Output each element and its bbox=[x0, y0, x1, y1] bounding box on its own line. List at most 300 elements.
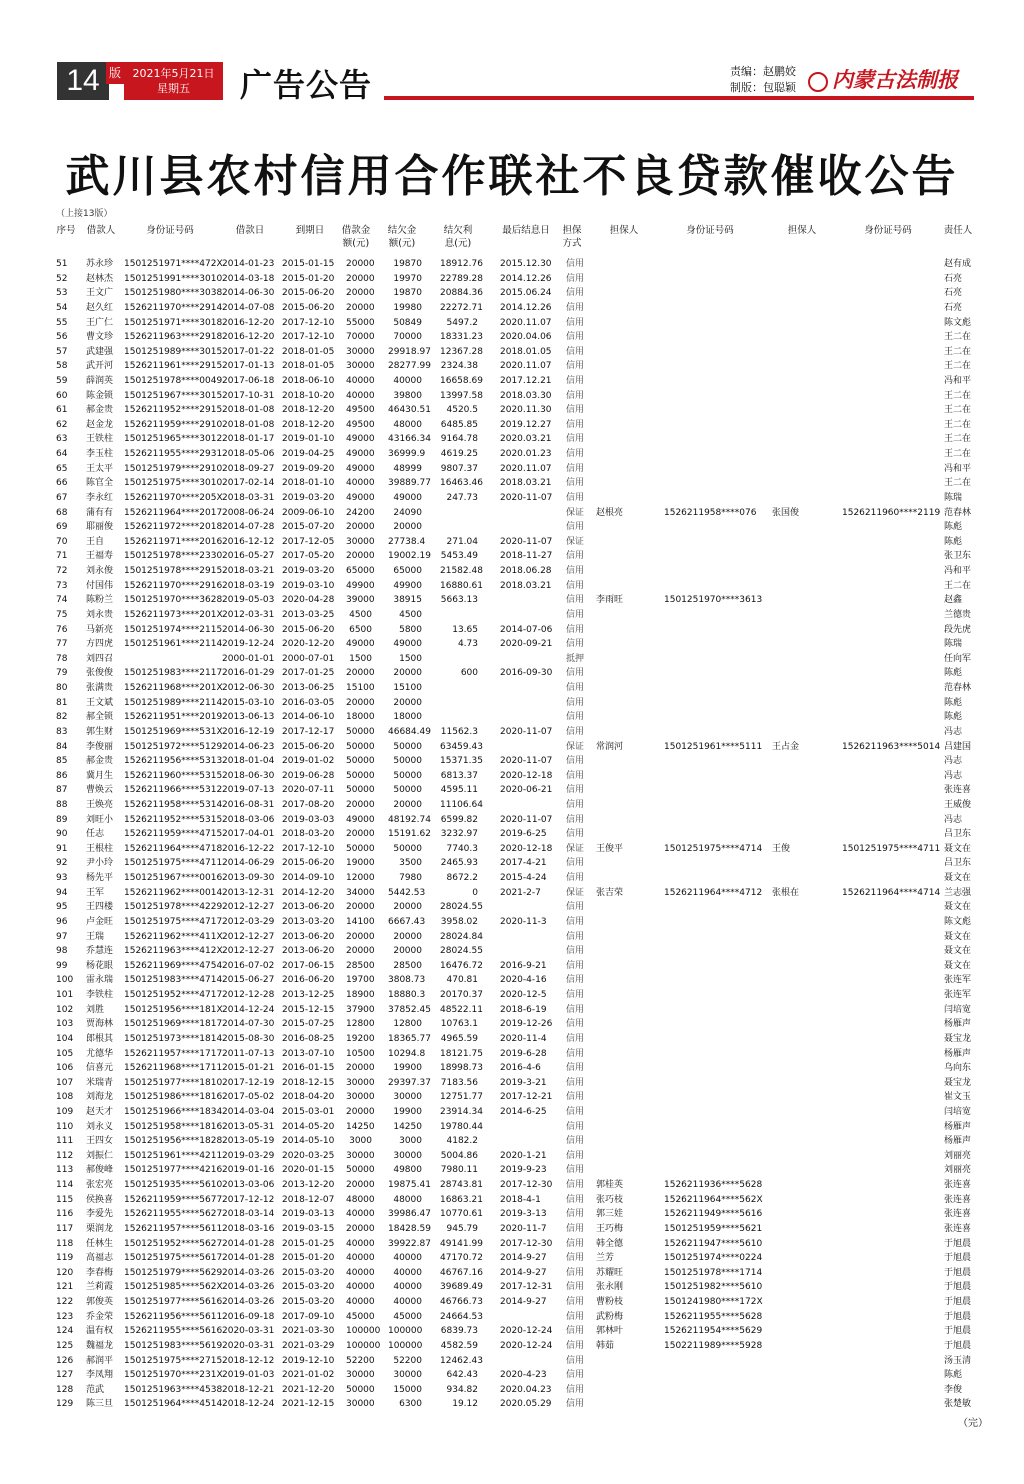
table-cell: 4182.2 bbox=[446, 1136, 478, 1147]
table-cell: 郝全锁 bbox=[86, 712, 114, 723]
table-cell: 51 bbox=[56, 259, 68, 269]
table-cell: 2018-12-21 bbox=[222, 1384, 275, 1395]
date-text: 2021年5月21日 bbox=[132, 67, 215, 80]
table-cell: 武粉梅 bbox=[596, 1311, 624, 1322]
table-cell: 2019-3-21 bbox=[500, 1077, 547, 1088]
table-cell: 陈彪 bbox=[944, 668, 963, 679]
table-cell: 陈彪 bbox=[944, 522, 963, 533]
table-cell: 30000 bbox=[393, 1370, 422, 1381]
table-cell: 20000 bbox=[346, 551, 375, 562]
table-cell: 薛润英 bbox=[86, 376, 114, 386]
table-row bbox=[0, 1368, 1024, 1383]
table-cell: 信用 bbox=[566, 419, 585, 430]
table-cell: 1501251935****5610 bbox=[124, 1180, 223, 1191]
table-cell: 1526211951****2019 bbox=[124, 712, 223, 723]
table-cell: 20000 bbox=[346, 259, 375, 269]
table-cell: 2013-06-20 bbox=[282, 946, 335, 957]
table-cell: 4965.59 bbox=[440, 1033, 478, 1044]
table-cell: 20000 bbox=[346, 902, 375, 913]
table-cell: 2019-06-28 bbox=[282, 770, 335, 781]
table-cell: 61 bbox=[56, 405, 68, 416]
table-cell: 聂文在 bbox=[944, 960, 972, 971]
table-cell: 19900 bbox=[393, 1107, 422, 1117]
table-cell: 30000 bbox=[346, 346, 375, 357]
table-cell: 67 bbox=[56, 492, 68, 503]
table-cell: 张俊俊 bbox=[86, 668, 114, 679]
table-cell: 5663.13 bbox=[440, 595, 478, 606]
table-cell: 20000 bbox=[346, 931, 375, 942]
table-cell: 81 bbox=[56, 697, 68, 708]
table-cell: 13997.58 bbox=[440, 390, 483, 401]
table-cell: 11106.64 bbox=[440, 799, 483, 810]
table-cell: 2018-01-05 bbox=[282, 346, 335, 357]
table-cell: 75 bbox=[56, 609, 68, 620]
table-cell: 2019-01-03 bbox=[222, 1370, 275, 1381]
table-cell: 49800 bbox=[393, 1165, 422, 1176]
logo-mark-icon bbox=[808, 72, 828, 92]
col-header: 担保人 bbox=[787, 225, 817, 236]
table-cell: 信用 bbox=[566, 1121, 585, 1132]
table-row bbox=[0, 506, 1024, 521]
table-cell: 2019-03-20 bbox=[282, 566, 335, 576]
table-cell: 470.81 bbox=[446, 975, 478, 986]
table-cell: 1500 bbox=[399, 653, 422, 664]
table-cell: 91 bbox=[56, 843, 68, 854]
table-cell: 2017-12-21 bbox=[500, 1092, 553, 1103]
table-row bbox=[0, 257, 1024, 272]
table-cell: 30000 bbox=[346, 1092, 375, 1103]
table-cell: 2013-06-20 bbox=[282, 902, 335, 913]
table-cell: 王二在 bbox=[944, 361, 972, 372]
table-cell: 2014-05-20 bbox=[282, 1121, 335, 1132]
table-row bbox=[0, 1266, 1024, 1281]
table-cell: 2020.05.29 bbox=[500, 1399, 552, 1410]
table-cell: 1526211947****5610 bbox=[664, 1238, 763, 1249]
table-cell: 48000 bbox=[346, 1194, 375, 1205]
table-cell: 于旭晨 bbox=[944, 1326, 972, 1337]
table-cell: 46684.49 bbox=[388, 726, 431, 737]
table-cell: 杨雁声 bbox=[944, 1048, 972, 1059]
table-cell: 934.82 bbox=[446, 1384, 478, 1395]
layout-name: 制版：包聪颖 bbox=[730, 81, 796, 94]
notice-title: 武川县农村信用合作联社不良贷款催收公告 bbox=[65, 151, 959, 202]
table-cell: 陈文彪 bbox=[944, 317, 972, 328]
table-cell: 52 bbox=[56, 273, 68, 284]
table-cell: 聂宝龙 bbox=[944, 1033, 972, 1044]
table-cell: 信用 bbox=[566, 1253, 585, 1264]
table-cell: 信用 bbox=[566, 1355, 585, 1366]
table-cell: 2015-12-15 bbox=[282, 1004, 335, 1015]
table-cell: 吕卫东 bbox=[944, 858, 972, 869]
table-cell: 48192.74 bbox=[388, 814, 431, 825]
table-cell: 王瑞 bbox=[86, 931, 105, 942]
table-cell: 74 bbox=[56, 595, 68, 606]
table-cell: 信用 bbox=[566, 1136, 585, 1147]
table-cell: 2000-01-01 bbox=[222, 653, 275, 664]
table-cell: 1526211936****5628 bbox=[664, 1180, 763, 1191]
table-cell: 12367.28 bbox=[440, 346, 483, 357]
table-cell: 兰芳 bbox=[596, 1253, 615, 1264]
table-cell: 郭桂英 bbox=[596, 1180, 624, 1191]
table-cell: 20000 bbox=[346, 799, 375, 810]
table-cell: 刘旺小 bbox=[86, 814, 114, 825]
table-cell: 聂宝龙 bbox=[944, 1077, 972, 1088]
table-cell: 2020-11-7 bbox=[500, 1223, 547, 1234]
table-cell: 1501251975****4711 bbox=[842, 843, 941, 854]
table-cell: 28024.55 bbox=[440, 946, 483, 957]
table-row bbox=[0, 1280, 1024, 1295]
table-row bbox=[0, 389, 1024, 404]
table-cell: 30000 bbox=[393, 1150, 422, 1161]
table-cell: 20000 bbox=[346, 1063, 375, 1074]
table-cell: 闫培宽 bbox=[944, 1107, 972, 1117]
table-cell: 83 bbox=[56, 726, 68, 737]
table-row bbox=[0, 608, 1024, 623]
table-cell: 84 bbox=[56, 741, 68, 752]
table-cell: 2021-01-02 bbox=[282, 1370, 335, 1381]
table-cell: 2018-09-27 bbox=[222, 463, 275, 474]
table-cell: 1501251985****562X bbox=[124, 1282, 223, 1293]
table-cell: 24664.53 bbox=[440, 1311, 483, 1322]
table-cell: 李凤翔 bbox=[86, 1370, 114, 1381]
table-cell: 信用 bbox=[566, 770, 585, 781]
col-header: 责任人 bbox=[943, 225, 973, 236]
table-cell: 40000 bbox=[393, 1267, 422, 1278]
table-cell: 5442.53 bbox=[388, 887, 426, 898]
table-row bbox=[0, 666, 1024, 681]
table-cell: 2015-06-20 bbox=[282, 624, 335, 635]
table-cell: 19780.44 bbox=[440, 1121, 483, 1132]
table-cell: 王文斌 bbox=[86, 697, 114, 708]
table-cell: 王占金 bbox=[772, 741, 800, 752]
table-cell: 高福志 bbox=[86, 1253, 114, 1264]
table-cell: 1501251979****5629 bbox=[124, 1267, 223, 1278]
table-cell: 40000 bbox=[346, 1253, 375, 1264]
table-cell: 陈文彪 bbox=[944, 916, 972, 927]
table-cell: 2019-6-28 bbox=[500, 1048, 547, 1059]
table-cell: 兰莉霞 bbox=[86, 1282, 114, 1293]
table-cell: 1526211956****5313 bbox=[124, 756, 223, 767]
col-header: 序号 bbox=[56, 225, 76, 236]
table-cell: 2017-12-12 bbox=[222, 1194, 275, 1205]
table-row bbox=[0, 798, 1024, 813]
table-cell: 21582.48 bbox=[440, 566, 483, 576]
table-cell: 信用 bbox=[566, 551, 585, 562]
table-cell: 信用 bbox=[566, 1282, 585, 1293]
table-cell: 抵押 bbox=[566, 653, 585, 664]
table-cell: 2016-06-20 bbox=[282, 975, 335, 986]
table-cell: 3958.02 bbox=[440, 916, 478, 927]
table-cell: 张宏亮 bbox=[86, 1180, 114, 1191]
table-cell: 2019-03-15 bbox=[282, 1223, 335, 1234]
table-cell: 65000 bbox=[346, 566, 375, 576]
table-cell: 120 bbox=[56, 1267, 74, 1278]
table-cell: 19870 bbox=[393, 288, 422, 299]
table-row bbox=[0, 579, 1024, 594]
table-cell: 73 bbox=[56, 580, 68, 591]
table-cell: 50000 bbox=[346, 741, 375, 752]
table-cell: 40000 bbox=[393, 1297, 422, 1307]
table-cell: 张国俊 bbox=[772, 507, 800, 518]
table-cell: 付国伟 bbox=[86, 580, 114, 591]
table-cell: 李永红 bbox=[86, 492, 114, 503]
table-cell: 1501251975****4714 bbox=[664, 843, 763, 854]
table-cell: 信用 bbox=[566, 478, 585, 489]
table-cell: 24200 bbox=[346, 507, 375, 518]
table-row bbox=[0, 1339, 1024, 1354]
table-cell: 2014-07-08 bbox=[222, 302, 275, 313]
table-cell: 118 bbox=[56, 1238, 74, 1249]
table-cell: 赵久红 bbox=[86, 302, 114, 313]
table-cell: 1526211962****0014 bbox=[124, 887, 223, 898]
continued-note: （上接13版） bbox=[56, 209, 113, 219]
table-cell: 蒲有有 bbox=[86, 507, 114, 518]
table-cell: 2017-01-22 bbox=[222, 346, 275, 357]
table-cell: 2019-05-03 bbox=[222, 595, 275, 606]
table-cell: 郭俊英 bbox=[86, 1297, 114, 1307]
table-cell: 石亮 bbox=[944, 288, 963, 299]
table-cell: 4.73 bbox=[457, 639, 478, 650]
table-cell: 6667.43 bbox=[388, 916, 426, 927]
table-cell: 6599.82 bbox=[440, 814, 478, 825]
table-cell: 信用 bbox=[566, 1063, 585, 1074]
table-cell: 20000 bbox=[393, 902, 422, 913]
weekday-text: 星期五 bbox=[157, 82, 190, 95]
table-cell: 49000 bbox=[346, 463, 375, 474]
table-cell: 2020.11.07 bbox=[500, 317, 552, 328]
table-cell: 1501251959****5621 bbox=[664, 1223, 763, 1234]
table-cell: 1526211970****2914 bbox=[124, 302, 223, 313]
table-cell: 2019-03-13 bbox=[282, 1209, 335, 1220]
table-cell: 64 bbox=[56, 449, 68, 460]
table-cell: 18880.3 bbox=[388, 990, 426, 1000]
table-cell: 陈彪 bbox=[944, 712, 963, 723]
table-cell: 2465.93 bbox=[440, 858, 478, 869]
table-cell: 1501251977****5616 bbox=[124, 1297, 223, 1307]
table-cell: 72 bbox=[56, 566, 68, 576]
table-cell: 信用 bbox=[566, 668, 585, 679]
table-cell: 18900 bbox=[346, 990, 375, 1000]
table-cell: 2019-01-16 bbox=[222, 1165, 275, 1176]
table-cell: 2019-03-10 bbox=[282, 580, 335, 591]
table-cell: 1526211958****5314 bbox=[124, 799, 223, 810]
table-cell: 信用 bbox=[566, 960, 585, 971]
editor-name: 责编：赵鹏姣 bbox=[730, 65, 796, 78]
table-row bbox=[0, 374, 1024, 389]
table-cell: 王二在 bbox=[944, 580, 972, 591]
table-row bbox=[0, 432, 1024, 447]
table-cell: 2019-07-13 bbox=[222, 785, 275, 796]
table-cell: 2015-03-20 bbox=[282, 1267, 335, 1278]
table-cell: 王文广 bbox=[86, 288, 114, 299]
table-cell: 刘永贵 bbox=[86, 609, 114, 620]
table-cell: 范春林 bbox=[944, 507, 972, 518]
table-cell: 2019-12-10 bbox=[282, 1355, 335, 1366]
table-row bbox=[0, 652, 1024, 667]
table-cell: 100 bbox=[56, 975, 74, 986]
table-cell: 1526211973****201X bbox=[124, 609, 223, 620]
table-cell: 71 bbox=[56, 551, 68, 562]
table-cell: 16880.61 bbox=[440, 580, 483, 591]
table-cell: 信用 bbox=[566, 858, 585, 869]
table-cell: 保证 bbox=[566, 887, 585, 898]
table-cell: 2013-03-06 bbox=[222, 1180, 275, 1191]
table-cell: 2017.12.21 bbox=[500, 376, 552, 386]
table-cell: 12800 bbox=[346, 1019, 375, 1030]
table-cell: 赵林杰 bbox=[86, 273, 114, 284]
table-cell: 105 bbox=[56, 1048, 74, 1059]
table-cell: 于旭晨 bbox=[944, 1297, 972, 1307]
table-cell: 2020-12-5 bbox=[500, 990, 547, 1000]
table-cell: 2013-06-13 bbox=[222, 712, 275, 723]
table-cell: 于旭晨 bbox=[944, 1340, 972, 1351]
table-cell: 1501251974****0224 bbox=[664, 1253, 763, 1264]
table-cell: 1526211952****2915 bbox=[124, 405, 223, 416]
table-cell: 2014-03-04 bbox=[222, 1107, 275, 1117]
table-cell: 18000 bbox=[393, 712, 422, 723]
table-cell: 1501251970****231X bbox=[124, 1370, 223, 1381]
table-cell: 2017-09-10 bbox=[282, 1311, 335, 1322]
table-cell: 10763.1 bbox=[440, 1019, 478, 1030]
table-cell: 1501251975****4717 bbox=[124, 916, 223, 927]
table-cell: 79 bbox=[56, 668, 68, 679]
table-cell: 60 bbox=[56, 390, 68, 401]
table-cell: 38915 bbox=[393, 595, 422, 606]
table-cell: 2019-6-25 bbox=[500, 829, 547, 840]
table-cell: 1501251978****1714 bbox=[664, 1267, 763, 1278]
table-cell: 韩茹 bbox=[596, 1340, 615, 1351]
table-row bbox=[0, 856, 1024, 871]
table-cell: 2019.12.27 bbox=[500, 419, 552, 430]
table-row bbox=[0, 564, 1024, 579]
table-cell: 2015-06-27 bbox=[222, 975, 275, 986]
table-cell: 63 bbox=[56, 434, 68, 445]
table-cell: 2015-01-21 bbox=[222, 1063, 275, 1074]
table-cell: 张连军 bbox=[944, 990, 972, 1000]
table-cell: 7740.3 bbox=[446, 843, 478, 854]
table-cell: 1501251961****4211 bbox=[124, 1150, 223, 1161]
table-cell: 49000 bbox=[393, 492, 422, 503]
table-cell: 6300 bbox=[399, 1399, 422, 1410]
col-header: 身份证号码 bbox=[686, 225, 734, 236]
table-cell: 王二在 bbox=[944, 346, 972, 357]
table-cell: 117 bbox=[56, 1223, 74, 1234]
table-cell: 1526211969****4754 bbox=[124, 960, 223, 971]
table-cell: 张满贵 bbox=[86, 683, 114, 693]
table-cell: 信用 bbox=[566, 1150, 585, 1161]
table-cell: 2014-01-28 bbox=[222, 1238, 275, 1249]
table-cell: 信用 bbox=[566, 799, 585, 810]
table-cell: 陈三旦 bbox=[86, 1399, 114, 1410]
table-cell: 18121.75 bbox=[440, 1048, 483, 1059]
table-cell: 2020-11-07 bbox=[500, 536, 553, 547]
table-cell: 张连喜 bbox=[944, 1194, 972, 1205]
table-cell: 20000 bbox=[346, 1223, 375, 1234]
table-cell: 信用 bbox=[566, 639, 585, 650]
page-ban-label: 版 bbox=[106, 62, 124, 84]
table-cell: 1501251961****5111 bbox=[664, 741, 763, 752]
col-header: 身份证号码 bbox=[864, 225, 912, 236]
table-cell: 24090 bbox=[393, 507, 422, 518]
table-cell: 1501251972****5129 bbox=[124, 741, 223, 752]
table-cell: 1501241980****172X bbox=[664, 1297, 763, 1307]
table-cell: 2013-12-25 bbox=[282, 990, 335, 1000]
table-cell: 2020-03-25 bbox=[282, 1150, 335, 1161]
table-cell: 2019-01-02 bbox=[282, 756, 335, 767]
table-cell: 100000 bbox=[346, 1340, 381, 1351]
table-cell: 郭生财 bbox=[86, 726, 114, 737]
table-cell: 49000 bbox=[346, 449, 375, 460]
table-cell: 崔文玉 bbox=[944, 1092, 972, 1103]
table-cell: 50000 bbox=[346, 1165, 375, 1176]
table-cell: 陈瑞 bbox=[944, 639, 963, 650]
table-cell: 2020-03-31 bbox=[222, 1326, 275, 1337]
table-row bbox=[0, 1120, 1024, 1135]
table-cell: 52200 bbox=[393, 1355, 422, 1366]
table-cell: 2014-6-25 bbox=[500, 1107, 547, 1117]
table-cell: 15100 bbox=[393, 683, 422, 693]
table-cell: 2016-07-02 bbox=[222, 960, 275, 971]
table-row bbox=[0, 418, 1024, 433]
table-row bbox=[0, 1076, 1024, 1091]
table-cell: 30000 bbox=[346, 536, 375, 547]
table-cell: 李俊丽 bbox=[86, 741, 114, 752]
table-cell: 信用 bbox=[566, 873, 585, 883]
table-cell: 2015.06.24 bbox=[500, 288, 552, 299]
table-cell: 信用 bbox=[566, 1004, 585, 1015]
table-cell: 2012-12-28 bbox=[222, 990, 275, 1000]
table-cell: 69 bbox=[56, 522, 68, 533]
table-cell: 48522.11 bbox=[440, 1004, 483, 1015]
table-cell: 信用 bbox=[566, 1297, 585, 1307]
table-cell: 111 bbox=[56, 1136, 74, 1147]
table-cell: 1526211964****4718 bbox=[124, 843, 223, 854]
table-cell: 125 bbox=[56, 1340, 74, 1351]
table-cell: 于旭晨 bbox=[944, 1267, 972, 1278]
table-cell: 2016-4-6 bbox=[500, 1063, 541, 1074]
table-cell: 92 bbox=[56, 858, 68, 869]
table-cell: 48000 bbox=[393, 419, 422, 430]
table-cell: 石亮 bbox=[944, 302, 963, 313]
table-cell: 2014-07-28 bbox=[222, 522, 275, 533]
table-cell: 28024.84 bbox=[440, 931, 483, 942]
table-cell: 于旭晨 bbox=[944, 1311, 972, 1322]
table-cell: 侯换喜 bbox=[86, 1194, 114, 1205]
table-cell: 20000 bbox=[346, 1180, 375, 1191]
table-cell: 1501251970****3628 bbox=[124, 595, 223, 606]
table-cell: 119 bbox=[56, 1253, 74, 1264]
table-row bbox=[0, 1105, 1024, 1120]
table-cell: 信用 bbox=[566, 1107, 585, 1117]
table-cell: 吕卫东 bbox=[944, 829, 972, 840]
table-row bbox=[0, 272, 1024, 287]
table-cell: 信用 bbox=[566, 1048, 585, 1059]
table-cell: 2017-05-20 bbox=[282, 551, 335, 562]
table-cell: 12800 bbox=[393, 1019, 422, 1030]
table-cell: 50000 bbox=[346, 785, 375, 796]
table-cell: 96 bbox=[56, 916, 68, 927]
table-cell: 14250 bbox=[393, 1121, 422, 1132]
table-cell: 赵金龙 bbox=[86, 419, 114, 430]
table-cell: 任林生 bbox=[86, 1238, 114, 1249]
table-cell: 信用 bbox=[566, 990, 585, 1000]
table-cell: 张楚敏 bbox=[944, 1399, 972, 1410]
table-cell: 2017-08-20 bbox=[282, 799, 335, 810]
table-cell: 兰志强 bbox=[944, 887, 972, 898]
table-cell: 77 bbox=[56, 639, 68, 650]
newspaper-logo bbox=[808, 64, 958, 94]
table-cell: 2018.03.21 bbox=[500, 580, 552, 591]
